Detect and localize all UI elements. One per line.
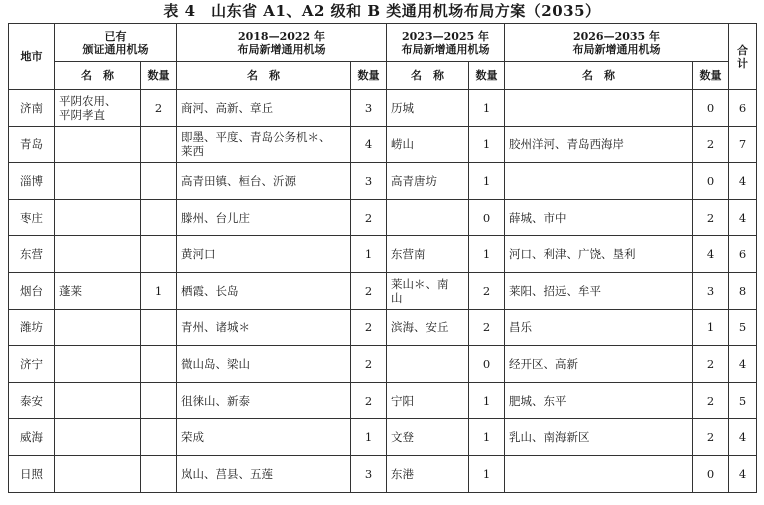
p1-count-cell: 2 (351, 272, 387, 309)
p3-names-cell (505, 455, 693, 492)
p2-count-cell: 1 (469, 163, 505, 200)
p1-count-cell: 1 (351, 236, 387, 273)
existing-names-cell (55, 236, 141, 273)
p2-count-cell: 1 (469, 126, 505, 163)
table-title: 表 4 山东省 A1、A2 级和 B 类通用机场布局方案（2035） (163, 2, 601, 20)
p2-names-cell (387, 199, 469, 236)
header-existing-count: 数量 (141, 62, 177, 90)
total-cell: 4 (729, 163, 757, 200)
header-2023-2025: 2023—2025 年 布局新增通用机场 (387, 24, 505, 62)
total-cell: 4 (729, 346, 757, 383)
header-total: 合计 (729, 24, 757, 90)
header-p3-name: 名 称 (505, 62, 693, 90)
p2-count-cell: 1 (469, 90, 505, 127)
airport-layout-table (8, 23, 757, 493)
p3-names-cell: 昌乐 (505, 309, 693, 346)
p1-names-cell: 即墨、平度、青岛公务机＊、 莱西 (177, 126, 351, 163)
existing-count-cell (141, 419, 177, 456)
existing-count-cell (141, 199, 177, 236)
p3-names-cell: 莱阳、招远、牟平 (505, 272, 693, 309)
p1-count-cell: 2 (351, 382, 387, 419)
p1-names-cell: 徂徕山、新泰 (177, 382, 351, 419)
existing-names-cell (55, 346, 141, 383)
existing-names-cell (55, 382, 141, 419)
existing-names-cell (55, 419, 141, 456)
p3-names-cell: 肥城、东平 (505, 382, 693, 419)
p1-count-cell: 4 (351, 126, 387, 163)
p3-names-cell: 河口、利津、广饶、垦利 (505, 236, 693, 273)
p2-names-cell: 莱山＊、南 山 (387, 272, 469, 309)
table-row (9, 419, 757, 456)
p1-names-cell: 高青田镇、桓台、沂源 (177, 163, 351, 200)
header-city: 地市 (9, 24, 55, 90)
total-cell: 8 (729, 272, 757, 309)
header-p1-count: 数量 (351, 62, 387, 90)
city-cell: 烟台 (9, 272, 55, 309)
p1-names-cell: 栖霞、长岛 (177, 272, 351, 309)
p2-count-cell: 1 (469, 236, 505, 273)
p3-count-cell: 4 (693, 236, 729, 273)
p2-count-cell: 1 (469, 455, 505, 492)
p2-names-cell: 东营南 (387, 236, 469, 273)
p2-names-cell: 崂山 (387, 126, 469, 163)
table-row (9, 309, 757, 346)
total-cell: 7 (729, 126, 757, 163)
p2-count-cell: 1 (469, 419, 505, 456)
p3-count-cell: 3 (693, 272, 729, 309)
p2-names-cell (387, 346, 469, 383)
existing-count-cell (141, 163, 177, 200)
table-header (9, 24, 757, 90)
p3-count-cell: 2 (693, 126, 729, 163)
existing-count-cell (141, 126, 177, 163)
p1-count-cell: 2 (351, 199, 387, 236)
city-cell: 淄博 (9, 163, 55, 200)
p2-count-cell: 2 (469, 272, 505, 309)
city-cell: 潍坊 (9, 309, 55, 346)
header-existing: 已有 颁证通用机场 (55, 24, 177, 62)
total-cell: 5 (729, 382, 757, 419)
p1-names-cell: 岚山、莒县、五莲 (177, 455, 351, 492)
p3-names-cell: 乳山、南海新区 (505, 419, 693, 456)
p2-count-cell: 1 (469, 382, 505, 419)
city-cell: 济南 (9, 90, 55, 127)
table-row (9, 236, 757, 273)
existing-names-cell (55, 309, 141, 346)
table-row (9, 382, 757, 419)
total-cell: 4 (729, 455, 757, 492)
city-cell: 东营 (9, 236, 55, 273)
table-row (9, 455, 757, 492)
existing-count-cell: 2 (141, 90, 177, 127)
existing-count-cell (141, 236, 177, 273)
header-p2-count: 数量 (469, 62, 505, 90)
header-2026-2035: 2026—2035 年 布局新增通用机场 (505, 24, 729, 62)
existing-names-cell (55, 126, 141, 163)
p1-count-cell: 3 (351, 90, 387, 127)
table-body (9, 90, 757, 493)
existing-count-cell (141, 382, 177, 419)
existing-count-cell (141, 309, 177, 346)
p3-count-cell: 2 (693, 382, 729, 419)
table-row (9, 163, 757, 200)
p1-count-cell: 2 (351, 309, 387, 346)
p1-names-cell: 荣成 (177, 419, 351, 456)
p1-count-cell: 3 (351, 163, 387, 200)
p3-count-cell: 2 (693, 346, 729, 383)
p2-names-cell: 历城 (387, 90, 469, 127)
p2-names-cell: 文登 (387, 419, 469, 456)
city-cell: 威海 (9, 419, 55, 456)
p1-names-cell: 商河、高新、章丘 (177, 90, 351, 127)
table-row (9, 126, 757, 163)
table-row (9, 90, 757, 127)
existing-names-cell (55, 163, 141, 200)
city-cell: 济宁 (9, 346, 55, 383)
existing-names-cell: 平阴农用、 平阴孝直 (55, 90, 141, 127)
total-cell: 6 (729, 90, 757, 127)
p3-count-cell: 0 (693, 90, 729, 127)
p2-names-cell: 东港 (387, 455, 469, 492)
p2-names-cell: 滨海、安丘 (387, 309, 469, 346)
existing-names-cell: 蓬莱 (55, 272, 141, 309)
p2-names-cell: 高青唐坊 (387, 163, 469, 200)
p2-names-cell: 宁阳 (387, 382, 469, 419)
p3-names-cell: 胶州洋河、青岛西海岸 (505, 126, 693, 163)
p1-names-cell: 微山岛、梁山 (177, 346, 351, 383)
header-existing-name: 名 称 (55, 62, 141, 90)
total-cell: 4 (729, 419, 757, 456)
p3-names-cell (505, 163, 693, 200)
existing-names-cell (55, 455, 141, 492)
p3-names-cell (505, 90, 693, 127)
p3-names-cell: 经开区、高新 (505, 346, 693, 383)
table-row (9, 199, 757, 236)
city-cell: 青岛 (9, 126, 55, 163)
header-p2-name: 名 称 (387, 62, 469, 90)
existing-count-cell (141, 455, 177, 492)
p3-count-cell: 2 (693, 199, 729, 236)
p3-count-cell: 2 (693, 419, 729, 456)
header-p1-name: 名 称 (177, 62, 351, 90)
total-cell: 4 (729, 199, 757, 236)
p1-count-cell: 3 (351, 455, 387, 492)
header-p3-count: 数量 (693, 62, 729, 90)
p1-names-cell: 滕州、台儿庄 (177, 199, 351, 236)
table-row (9, 346, 757, 383)
p3-count-cell: 1 (693, 309, 729, 346)
p2-count-cell: 0 (469, 199, 505, 236)
existing-count-cell (141, 346, 177, 383)
existing-count-cell: 1 (141, 272, 177, 309)
table-row (9, 272, 757, 309)
p1-names-cell: 黄河口 (177, 236, 351, 273)
city-cell: 枣庄 (9, 199, 55, 236)
existing-names-cell (55, 199, 141, 236)
p3-count-cell: 0 (693, 163, 729, 200)
header-2018-2022: 2018—2022 年 布局新增通用机场 (177, 24, 387, 62)
p2-count-cell: 0 (469, 346, 505, 383)
city-cell: 日照 (9, 455, 55, 492)
p3-count-cell: 0 (693, 455, 729, 492)
p1-count-cell: 2 (351, 346, 387, 383)
city-cell: 泰安 (9, 382, 55, 419)
p3-names-cell: 薛城、市中 (505, 199, 693, 236)
total-cell: 5 (729, 309, 757, 346)
p2-count-cell: 2 (469, 309, 505, 346)
p1-count-cell: 1 (351, 419, 387, 456)
p1-names-cell: 青州、诸城＊ (177, 309, 351, 346)
total-cell: 6 (729, 236, 757, 273)
